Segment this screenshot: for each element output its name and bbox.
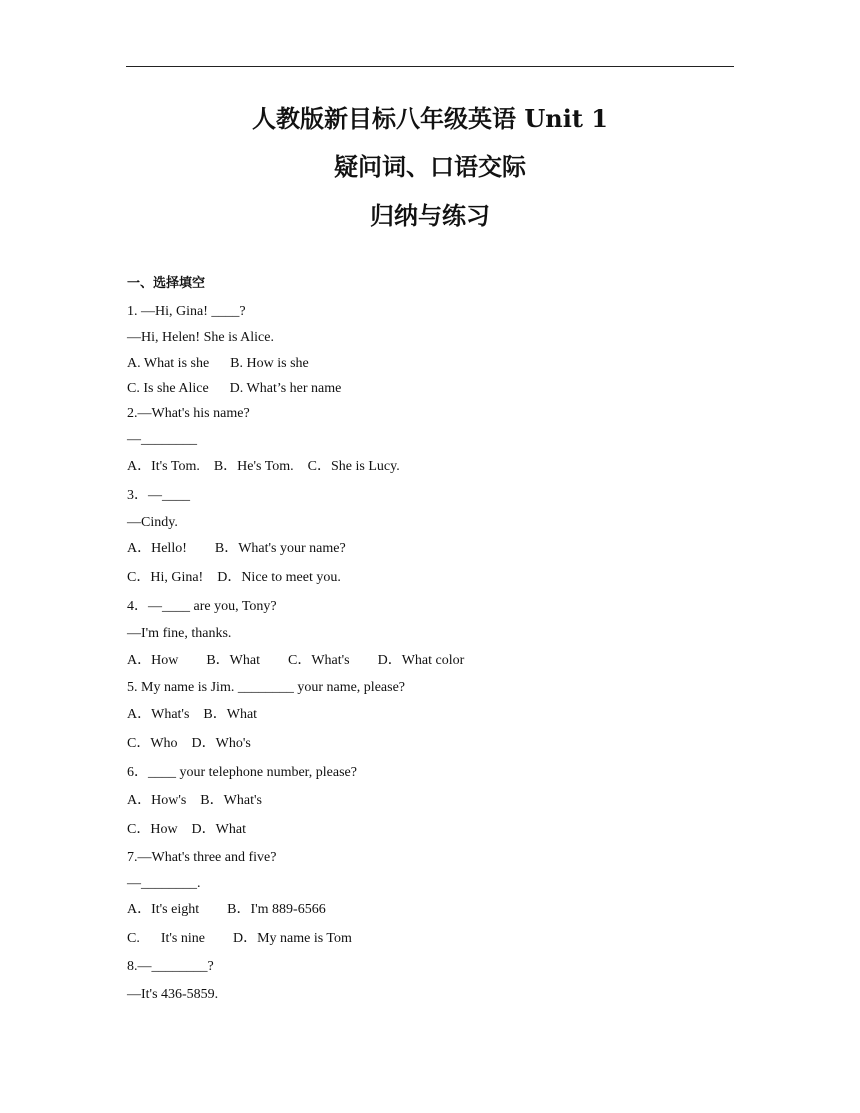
document-title: 人教版新目标八年级英语 Unit 1 (252, 104, 608, 133)
q2-options: A．It's Tom. B．He's Tom. C．She is Lucy. (127, 459, 400, 474)
q5-stem: 5. My name is Jim. ________ your name, please? (127, 680, 406, 695)
q6-options-ab: A．How's B．What's (127, 793, 262, 808)
q4-stem: 4．—____ are you, Tony? (127, 599, 277, 614)
header-rule (126, 66, 734, 67)
q7-options-ab: A．It's eight B．I'm 889-6566 (127, 902, 326, 917)
q8-response: —It's 436-5859. (127, 987, 219, 1002)
q6-options-cd: C．How D．What (127, 822, 246, 837)
q1-options-cd: C. Is she Alice D. What’s her name (127, 381, 342, 396)
q1-response: —Hi, Helen! She is Alice. (127, 330, 274, 345)
q3-options-cd: C．Hi, Gina! D．Nice to meet you. (127, 570, 341, 585)
q2-stem: 2.—What's his name? (127, 406, 250, 421)
q3-options-ab: A．Hello! B．What's your name? (127, 541, 346, 556)
q5-options-cd: C．Who D．Who's (127, 736, 251, 751)
q5-options-ab: A．What's B．What (127, 707, 258, 722)
q3-stem: 3．—____ (127, 488, 190, 503)
document-subtitle: 疑问词、口语交际 (334, 152, 526, 181)
q1-options-ab: A. What is she B. How is she (127, 356, 309, 371)
q3-response: —Cindy. (127, 515, 178, 530)
q8-stem: 8.—________? (127, 959, 214, 974)
document-subtitle-2: 归纳与练习 (370, 201, 490, 230)
q4-response: —I'm fine, thanks. (127, 626, 232, 641)
q7-stem: 7.—What's three and five? (127, 850, 277, 865)
q7-response: —________. (127, 876, 201, 891)
q4-options: A．How B．What C．What's D．What color (127, 653, 465, 668)
q1-stem: 1. —Hi, Gina! ____? (127, 304, 246, 319)
section-heading: 一、选择填空 (127, 276, 206, 291)
q6-stem: 6．____ your telephone number, please? (127, 765, 357, 780)
q2-response: —________ (127, 432, 197, 447)
q7-options-cd: C. It's nine D．My name is Tom (127, 931, 352, 946)
